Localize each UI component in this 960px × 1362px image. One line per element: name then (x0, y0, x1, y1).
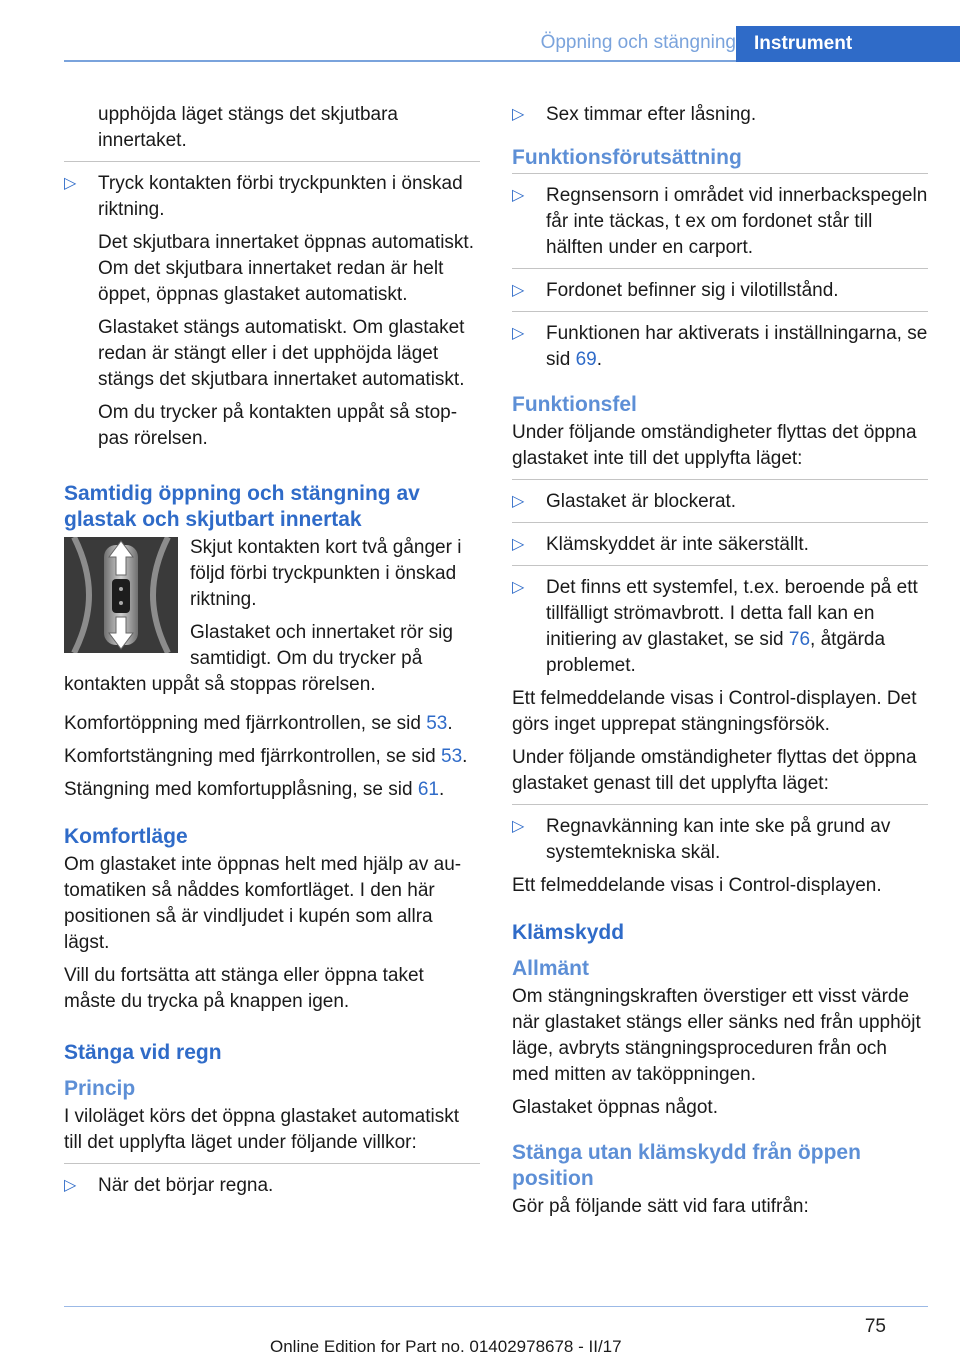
paragraph: Under följande omständigheter flyttas det öppna glastaket inte till det upplyfta läget: (512, 422, 917, 469)
footer-rule (64, 1306, 928, 1307)
triangle-bullet-icon: ▷ (512, 325, 525, 342)
section-heading: Stänga vid regn (64, 1041, 222, 1064)
paragraph: Ett felmeddelande visas i Control-displayen. (512, 875, 882, 896)
list-item-text: Funktionen har aktiverats i inställningarna, se sid 69. (546, 323, 928, 370)
paragraph: Glastaket stängs automatiskt. Om glastaket redan är stängt eller i det upphöjda läget stängs det skjutbara innertaket automatiskt. (98, 317, 465, 390)
divider (512, 311, 928, 312)
paragraph: upphöjda läget stängs det skjutbara innertaket. (98, 104, 398, 151)
triangle-bullet-icon: ▷ (512, 106, 525, 123)
divider (512, 804, 928, 805)
triangle-bullet-icon: ▷ (512, 187, 525, 204)
paragraph: Stängning med komfortupplåsning, se sid 61. (64, 779, 445, 800)
list-item-text: Tryck kontakten förbi tryckpunkten i önskad riktning. (98, 173, 463, 220)
triangle-bullet-icon: ▷ (64, 175, 77, 192)
paragraph: Om du trycker på kontakten uppåt så stoppas rörelsen. (98, 402, 458, 449)
header-rule (64, 60, 736, 62)
subsection-heading: Funktionsfel (512, 393, 637, 416)
list-item-text: Klämskyddet är inte säkerställt. (546, 534, 809, 555)
list-item (64, 171, 480, 223)
list-item-text: Sex timmar efter låsning. (546, 104, 757, 125)
roof-switch-illustration (64, 537, 178, 653)
divider (64, 161, 480, 162)
paragraph: Komfortöppning med fjärrkontrollen, se sid 53. (64, 713, 453, 734)
paragraph: Glastaket och innertaket rör sig samtidigt. Om du trycker på kontakten uppåt så stoppas rörelsen. (64, 622, 453, 695)
paragraph: Vill du fortsätta att stänga eller öppna taket måste du trycka på knappen igen. (64, 965, 424, 1012)
edition-note: Online Edition for Part no. 01402978678 - II/17 (270, 1337, 622, 1356)
list-item (512, 321, 928, 373)
divider (64, 1163, 480, 1164)
list-item (512, 532, 928, 558)
triangle-bullet-icon: ▷ (512, 536, 525, 553)
list-item-text: Det finns ett systemfel, t.ex. beroende på ett tillfälligt strömavbrott. I detta fall kan en initiering av glastaket, se sid 76, åtgärda problemet. (546, 577, 918, 676)
header-tab: Instrument (736, 26, 960, 62)
section-heading: Komfortläge (64, 825, 188, 848)
divider (512, 565, 928, 566)
triangle-bullet-icon: ▷ (512, 818, 525, 835)
divider (512, 522, 928, 523)
section-heading: Klämskydd (512, 921, 625, 944)
paragraph: Om glastaket inte öppnas helt med hjälp av automatiken så nåddes komfortläget. I den här positionen så är vindljudet i kupén som allra lägst. (64, 854, 462, 953)
list-item (512, 575, 928, 679)
paragraph: Gör på följande sätt vid fara utifrån: (512, 1196, 809, 1217)
list-item-text: När det börjar regna. (98, 1175, 274, 1196)
paragraph: Det skjutbara innertaket öppnas automatiskt. Om det skjutbara innertaket redan är helt öppet, öppnas glastaket automatiskt. (98, 232, 474, 305)
triangle-bullet-icon: ▷ (64, 1177, 77, 1194)
divider (512, 268, 928, 269)
list-item (512, 278, 928, 304)
list-item (512, 102, 928, 128)
list-item (512, 183, 928, 261)
subsection-heading: Princip (64, 1077, 136, 1100)
divider (512, 479, 928, 480)
triangle-bullet-icon: ▷ (512, 579, 525, 596)
paragraph: Om stängningskraften överstiger ett visst värde när glastaket stängs eller sänks ned från upphöjt läge, avbryts stängningsproceduren från och med mitten av taköppningen. (512, 986, 921, 1085)
page-link[interactable]: 76 (788, 629, 811, 650)
triangle-bullet-icon: ▷ (512, 282, 525, 299)
subsection-heading: Allmänt (512, 957, 590, 980)
list-item-text: Regnavkänning kan inte ske på grund av systemtekniska skäl. (546, 816, 891, 863)
section-heading: Samtidig öppning och stängning av glastak och skjutbart innertak (64, 482, 420, 531)
list-item-text: Fordonet befinner sig i vilotillstånd. (546, 280, 839, 301)
paragraph: I viloläget körs det öppna glastaket automatiskt till det upplyfta läget under följande villkor: (64, 1106, 460, 1153)
header-section: Öppning och stängning (540, 32, 736, 53)
paragraph: Skjut kontakten kort två gånger i följd förbi tryckpunkten i önskad riktning. (190, 537, 462, 610)
subsection-heading: Funktionsförutsättning (512, 146, 742, 169)
divider (512, 173, 928, 174)
paragraph: Glastaket öppnas något. (512, 1097, 718, 1118)
list-item (512, 489, 928, 515)
subsection-heading: Stänga utan klämskydd från öppen position (512, 1141, 861, 1190)
paragraph: Under följande omständigheter flyttas det öppna glastaket genast till det upplyfta läget: (512, 747, 917, 794)
right-column (512, 102, 928, 1227)
list-item-text: Regnsensorn i området vid innerbackspegeln får inte täckas, t ex om fordonet står till hälften under en carport. (546, 185, 928, 258)
page-link[interactable]: 69 (575, 349, 597, 370)
list-item (64, 1173, 480, 1199)
paragraph: Komfortstängning med fjärrkontrollen, se sid 53. (64, 746, 468, 767)
list-item (512, 814, 928, 866)
list-item-text: Glastaket är blockerat. (546, 491, 737, 512)
page-header (0, 26, 960, 62)
page-link[interactable]: 53 (441, 746, 463, 767)
paragraph: Ett felmeddelande visas i Control-displayen. Det görs inget upprepat stängningsförsök. (512, 688, 917, 735)
triangle-bullet-icon: ▷ (512, 493, 525, 510)
left-column (64, 102, 480, 1206)
page-link[interactable]: 61 (417, 779, 439, 800)
roof-switch-figure (64, 537, 178, 653)
page-link[interactable]: 53 (426, 713, 448, 734)
page-number: 75 (864, 1316, 886, 1337)
